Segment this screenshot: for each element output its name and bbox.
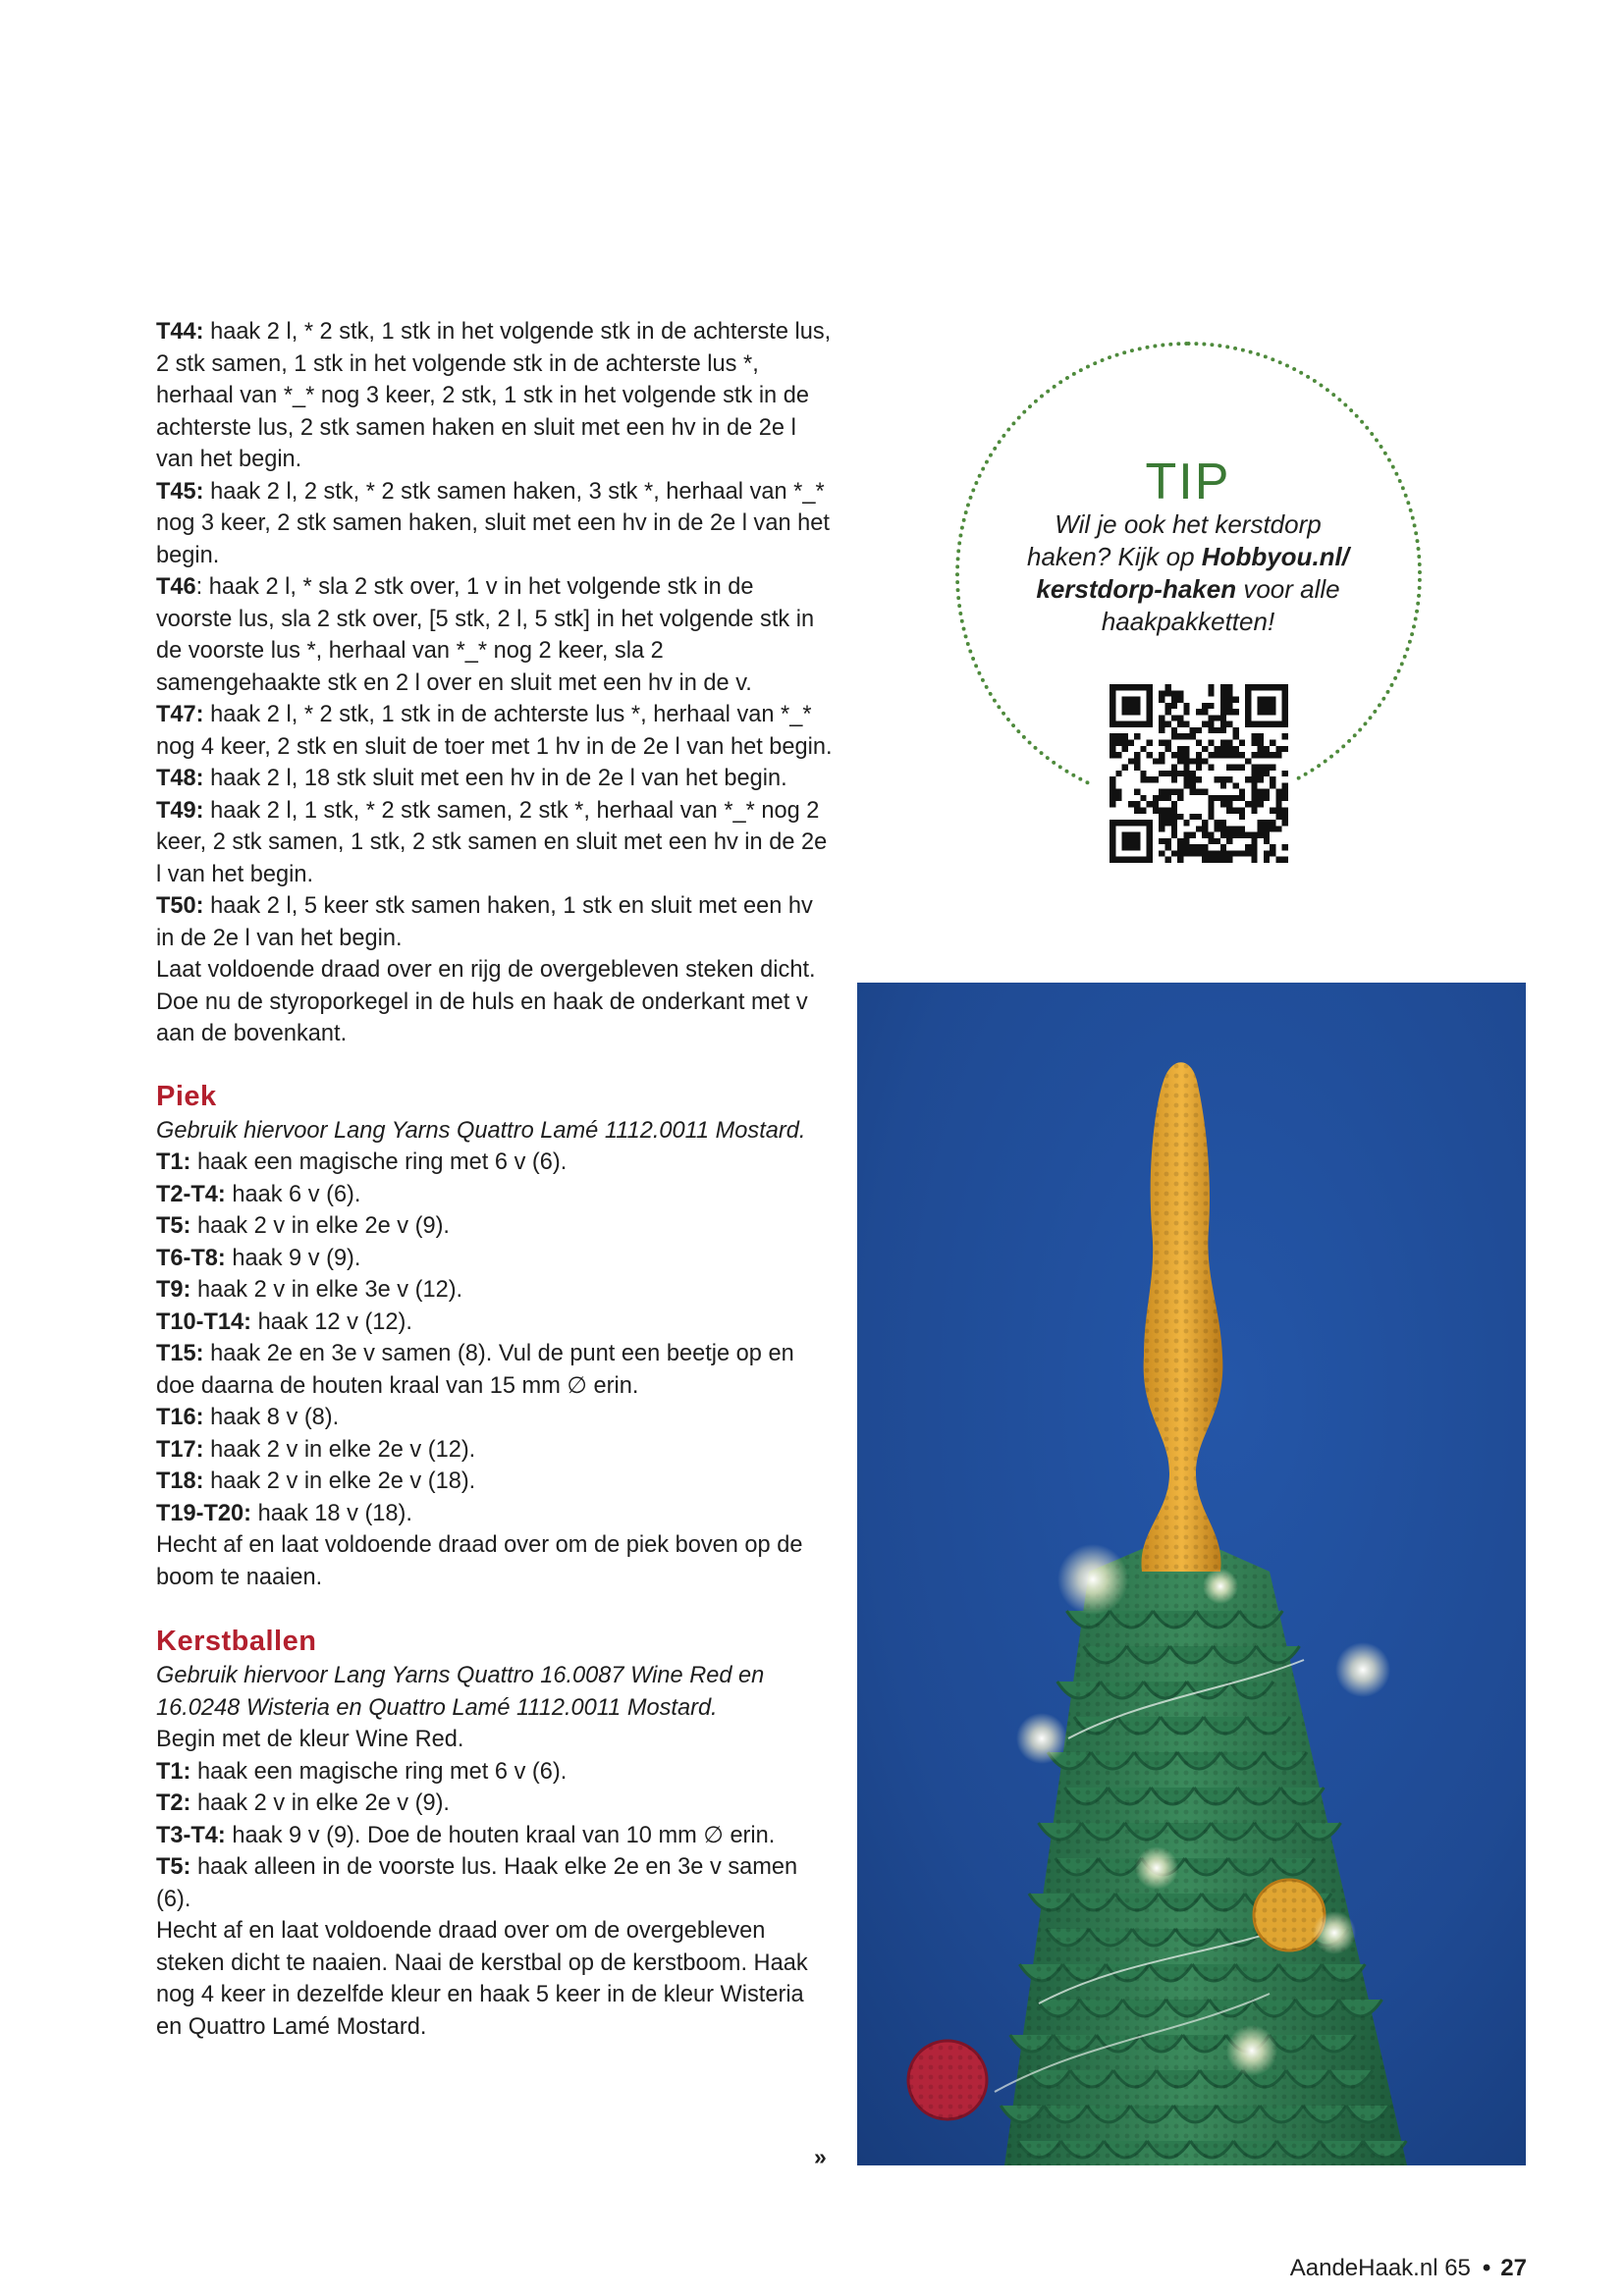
tip-line-2 bbox=[992, 541, 1384, 573]
round-label: T2: bbox=[156, 1790, 191, 1816]
page-number: 27 bbox=[1500, 2255, 1527, 2281]
piek-row bbox=[156, 1434, 834, 1467]
tip-line-1: Wil je ook het kerstdorp bbox=[1055, 509, 1322, 539]
round-label: T1: bbox=[156, 1758, 191, 1785]
round-text: : haak 2 l, * sla 2 stk over, 1 v in het volgende stk in de voorste lus, sla 2 stk over, [5 stk, 2 l, 5 stk] in het volgende stk in de voorste lus *, herhaal van *_* nog 2 keer, sla 2 samengehaakte stk en 2 l over en sluit met een hv in de v. bbox=[156, 574, 815, 696]
tip-line-3-text: voor alle bbox=[1236, 574, 1340, 604]
round-label: T5: bbox=[156, 1854, 191, 1880]
kerstballen-row bbox=[156, 1756, 834, 1789]
round-text: haak een magische ring met 6 v (6). bbox=[190, 1149, 568, 1175]
footer-bullet: • bbox=[1482, 2255, 1491, 2281]
round-label: T44: bbox=[156, 319, 204, 345]
piek-row bbox=[156, 1338, 834, 1402]
round-text: haak alleen in de voorste lus. Haak elke 2e en 3e v samen (6). bbox=[156, 1854, 798, 1912]
instruction-row bbox=[156, 954, 834, 1050]
round-label: T19-T20: bbox=[156, 1500, 252, 1526]
round-text: haak 2 v in elke 2e v (12). bbox=[203, 1436, 476, 1463]
round-text: haak 2 l, 18 stk sluit met een hv in de 2e l van het begin. bbox=[203, 766, 787, 791]
tip-link-part-2[interactable]: kerstdorp-haken bbox=[1036, 574, 1237, 604]
instruction-row bbox=[156, 763, 834, 795]
round-label: T45: bbox=[156, 478, 204, 505]
round-label: T5: bbox=[156, 1213, 191, 1239]
round-label: T1: bbox=[156, 1149, 191, 1175]
piek-row bbox=[156, 1243, 834, 1275]
round-text: haak 2 l, * 2 stk, 1 stk in het volgende stk in de achterste lus, 2 stk samen, 1 stk in het volgende stk in de achterste lus *, herhaal van *_* nog 3 keer, 2 stk, 1 stk in het volgende stk in de achterste lus, 2 stk samen haken en sluit met een hv in de 2e l van het begin. bbox=[156, 319, 832, 472]
tip-line-2-text: haken? Kijk op bbox=[1027, 542, 1202, 571]
round-text: haak 2 l, 2 stk, * 2 stk samen haken, 3 stk *, herhaal van *_* nog 3 keer, 2 stk samen haken, sluit met een hv in de 2e l van het begin. bbox=[156, 478, 830, 568]
round-text: haak 2 v in elke 3e v (12). bbox=[190, 1277, 463, 1303]
round-text: haak 12 v (12). bbox=[251, 1308, 412, 1335]
tip-text bbox=[992, 508, 1384, 638]
piek-yarn-note: Gebruik hiervoor Lang Yarns Quattro Lamé 1112.0011 Mostard. bbox=[156, 1117, 806, 1144]
round-text: haak 2 v in elke 2e v (18). bbox=[203, 1468, 476, 1494]
footer-site: AandeHaak.nl 65 bbox=[1289, 2255, 1471, 2281]
instruction-row bbox=[156, 795, 834, 891]
round-label: T17: bbox=[156, 1436, 204, 1463]
kerstballen-section bbox=[156, 1625, 834, 2043]
instruction-row bbox=[156, 699, 834, 763]
round-label: T49: bbox=[156, 797, 204, 824]
round-text: haak een magische ring met 6 v (6). bbox=[190, 1758, 568, 1785]
kerstballen-rows bbox=[156, 1724, 834, 2043]
piek-row bbox=[156, 1210, 834, 1243]
round-label: T3-T4: bbox=[156, 1822, 226, 1848]
round-label: T10-T14: bbox=[156, 1308, 252, 1335]
piek-heading: Piek bbox=[156, 1080, 217, 1112]
piek-row bbox=[156, 1147, 834, 1179]
round-text: haak 2 l, * 2 stk, 1 stk in de achterste lus *, herhaal van *_* nog 4 keer, 2 stk en sluit de toer met 1 hv in de 2e l van het begin. bbox=[156, 702, 833, 760]
kerstballen-row bbox=[156, 1820, 834, 1852]
piek-row bbox=[156, 1466, 834, 1498]
round-label: T46 bbox=[156, 574, 196, 600]
round-text: haak 2 v in elke 2e v (9). bbox=[190, 1213, 450, 1239]
qr-code-icon[interactable] bbox=[1110, 684, 1288, 863]
page-footer bbox=[1290, 2255, 1527, 2282]
piek-row bbox=[156, 1179, 834, 1211]
round-label: T2-T4: bbox=[156, 1181, 226, 1207]
round-label: T48: bbox=[156, 766, 204, 791]
instructions-list bbox=[156, 316, 834, 1050]
pattern-text-column bbox=[156, 316, 834, 2043]
round-text: haak 8 v (8). bbox=[203, 1405, 340, 1430]
kerstballen-row bbox=[156, 1788, 834, 1820]
piek-row bbox=[156, 1274, 834, 1307]
kerstballen-yarn-note: Gebruik hiervoor Lang Yarns Quattro 16.0087 Wine Red en 16.0248 Wisteria en Quattro Lamé 1112.0011 Mostard. bbox=[156, 1663, 765, 1721]
tip-line-3 bbox=[992, 573, 1384, 606]
round-label: T18: bbox=[156, 1468, 204, 1494]
round-text: haak 9 v (9). Doe de houten kraal van 10 mm ∅ erin. bbox=[225, 1822, 776, 1848]
crocheted-christmas-tree-image bbox=[857, 983, 1526, 2165]
kerstballen-row bbox=[156, 1915, 834, 2043]
round-text: haak 9 v (9). bbox=[225, 1245, 361, 1271]
tip-line-4: haakpakketten! bbox=[1101, 607, 1275, 636]
instruction-row bbox=[156, 890, 834, 954]
tip-link-part-1[interactable]: Hobbyou.nl/ bbox=[1201, 542, 1349, 571]
round-text: Hecht af en laat voldoende draad over om de overgebleven steken dicht te naaien. Naai de kerstbal op de kerstboom. Haak nog 4 keer in dezelfde kleur en haak 5 keer in de kleur Wisteria en Quattro Lamé Mostard. bbox=[156, 1918, 808, 2040]
round-text: haak 6 v (6). bbox=[225, 1181, 361, 1207]
round-text: haak 2 l, 1 stk, * 2 stk samen, 2 stk *, herhaal van *_* nog 2 keer, 2 stk samen, 1 stk, 2 stk samen en sluit met een hv in de 2e l van het begin. bbox=[156, 797, 828, 887]
round-label: T15: bbox=[156, 1341, 204, 1366]
round-label: T47: bbox=[156, 702, 204, 727]
piek-row bbox=[156, 1307, 834, 1339]
kerstballen-heading: Kerstballen bbox=[156, 1626, 317, 1657]
round-text: haak 2 v in elke 2e v (9). bbox=[190, 1790, 450, 1816]
instruction-row bbox=[156, 476, 834, 572]
round-text: haak 2e en 3e v samen (8). Vul de punt een beetje op en doe daarna de houten kraal van 15 mm ∅ erin. bbox=[156, 1341, 794, 1399]
instruction-row bbox=[156, 316, 834, 476]
round-label: T6-T8: bbox=[156, 1245, 226, 1271]
piek-rows bbox=[156, 1147, 834, 1593]
kerstballen-row bbox=[156, 1851, 834, 1915]
round-label: T50: bbox=[156, 893, 204, 919]
round-text: Hecht af en laat voldoende draad over om de piek boven op de boom te naaien. bbox=[156, 1532, 803, 1590]
round-text: haak 18 v (18). bbox=[251, 1500, 412, 1526]
round-label: T9: bbox=[156, 1277, 191, 1303]
round-text: Begin met de kleur Wine Red. bbox=[156, 1727, 464, 1752]
tip-title: TIP bbox=[1145, 454, 1231, 510]
round-text: haak 2 l, 5 keer stk samen haken, 1 stk en sluit met een hv in de 2e l van het begin. bbox=[156, 893, 813, 951]
piek-section bbox=[156, 1080, 834, 1594]
round-label: T16: bbox=[156, 1405, 204, 1430]
instruction-row bbox=[156, 571, 834, 699]
round-text: Laat voldoende draad over en rijg de overgebleven steken dicht. Doe nu de styroporkegel in de huls en haak de onderkant met v aan de bovenkant. bbox=[156, 957, 816, 1046]
piek-row bbox=[156, 1402, 834, 1434]
piek-row bbox=[156, 1529, 834, 1593]
kerstballen-row bbox=[156, 1724, 834, 1756]
piek-row bbox=[156, 1498, 834, 1530]
continue-marker: » bbox=[814, 2144, 827, 2169]
